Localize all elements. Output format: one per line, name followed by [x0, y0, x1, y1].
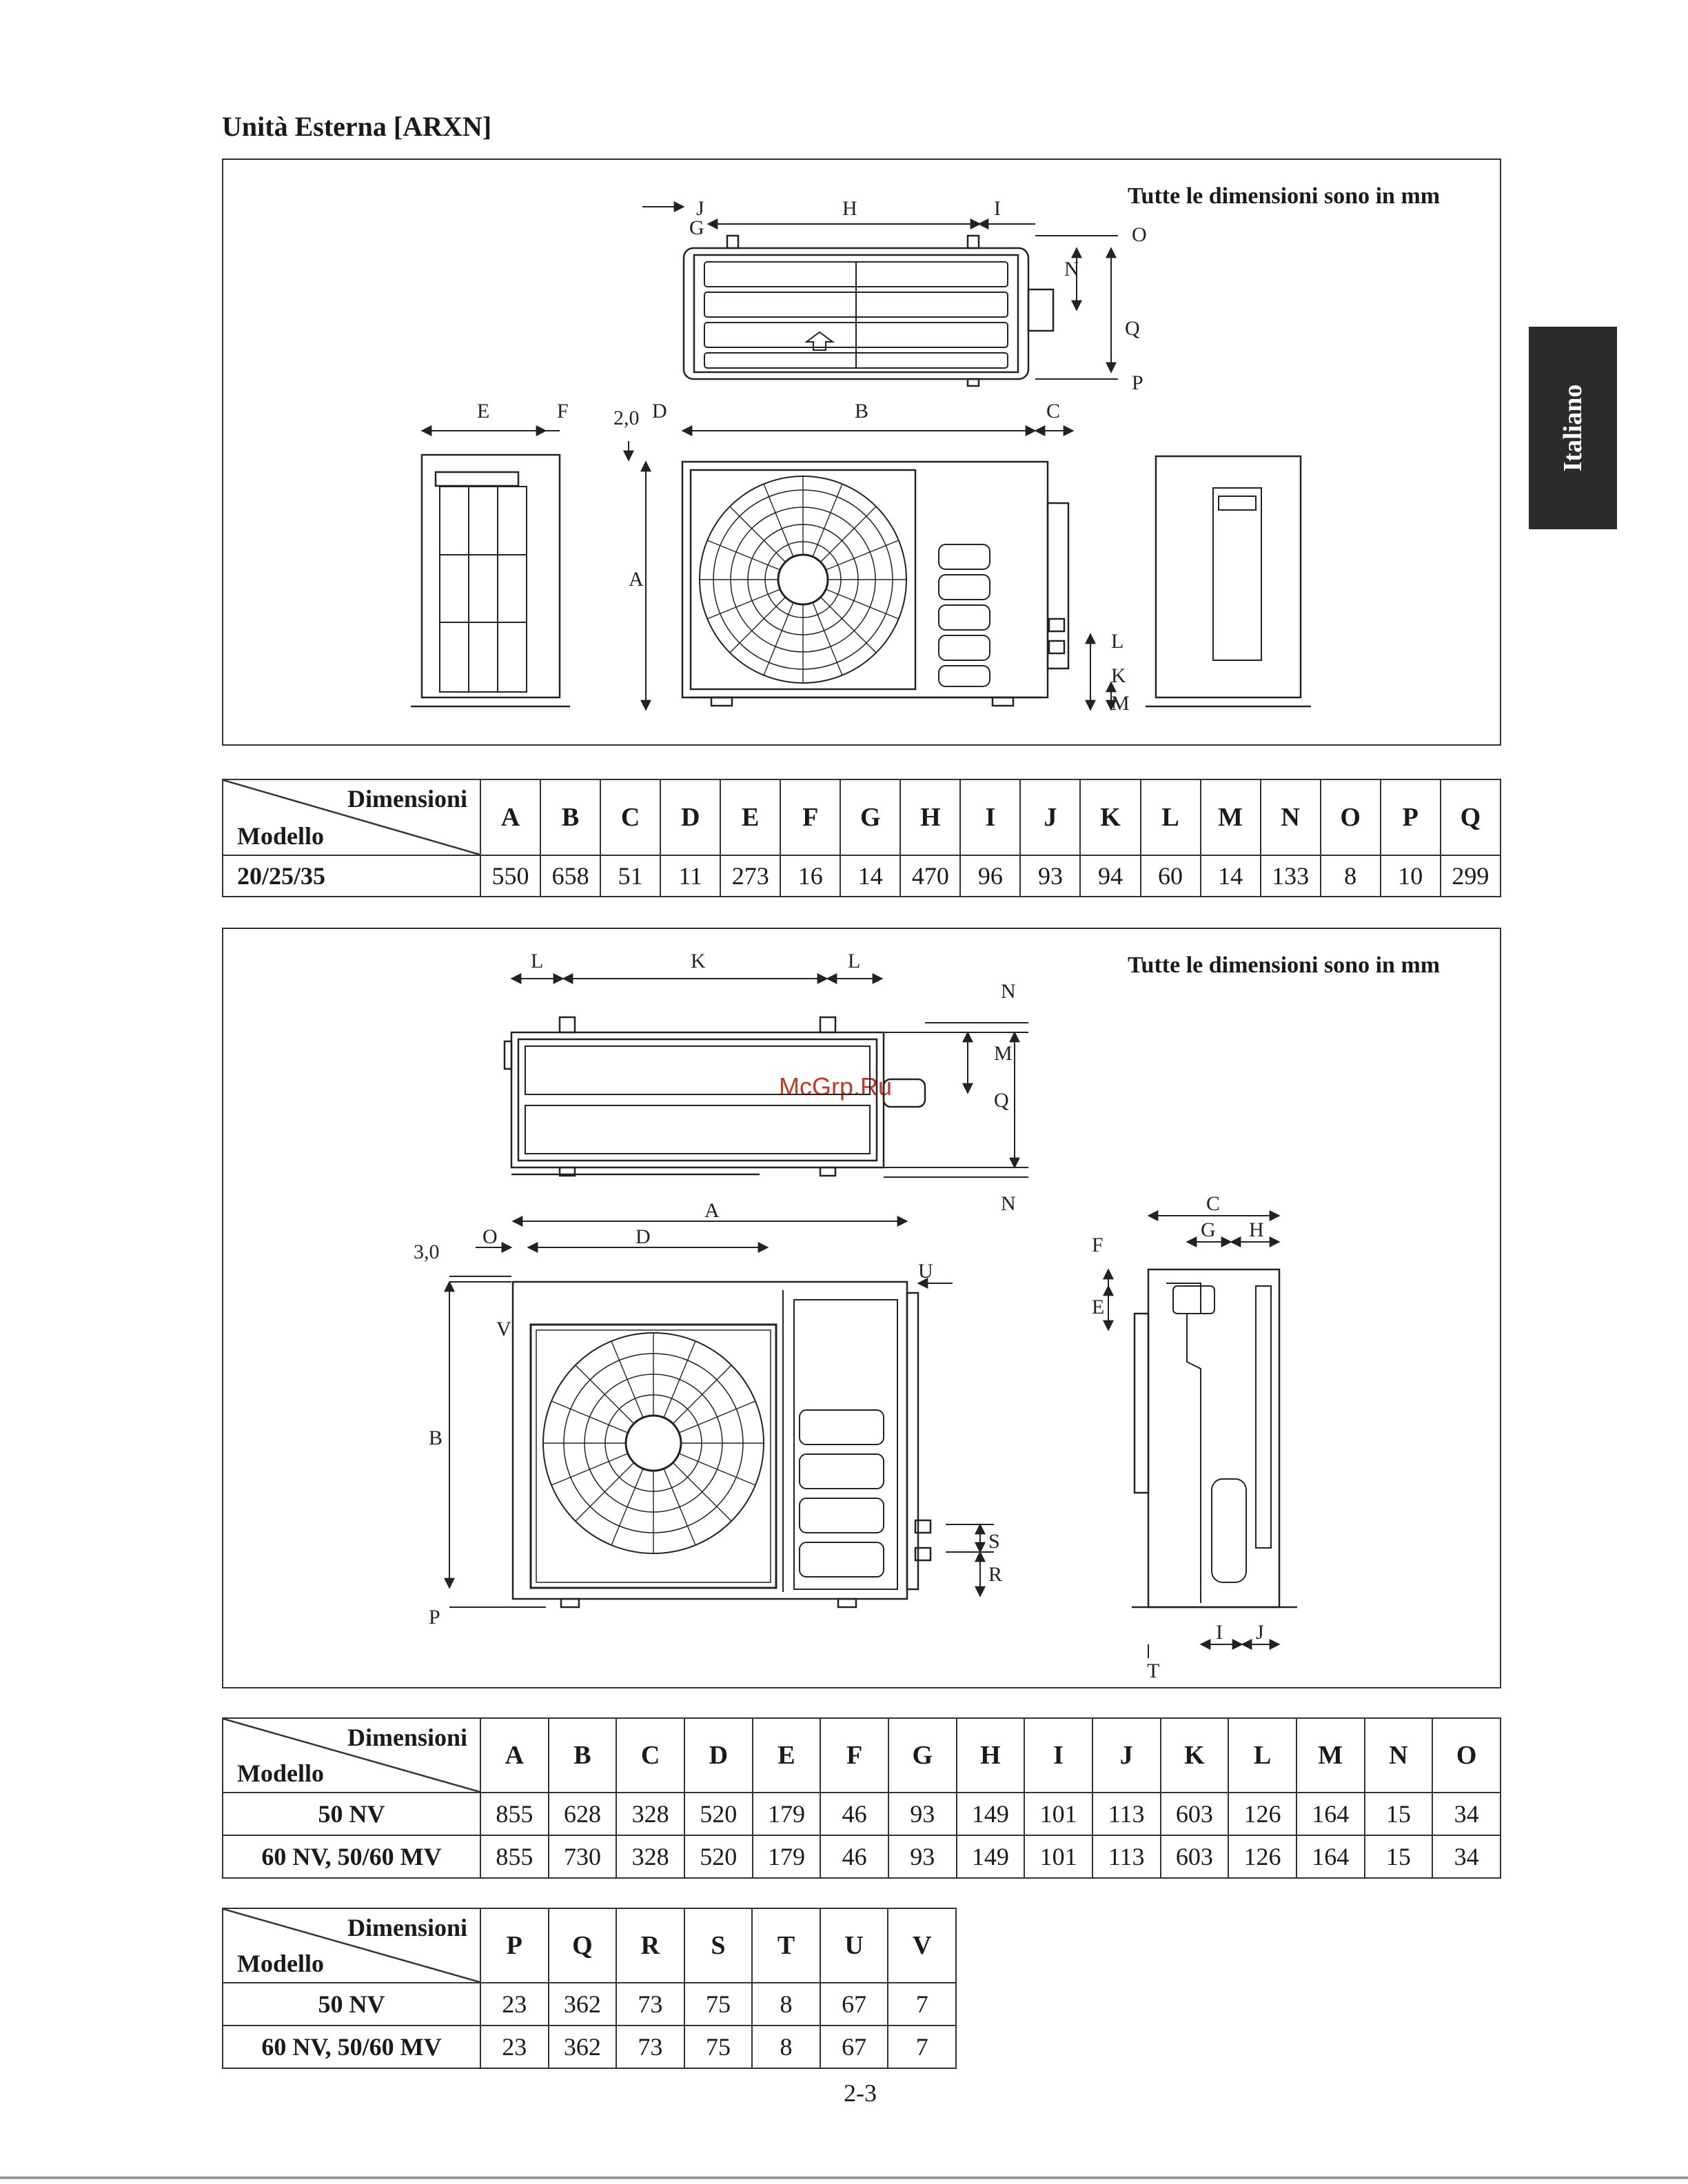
cell: 101 [1024, 1835, 1092, 1878]
col-header: A [480, 779, 540, 855]
col-header: Q [1441, 779, 1501, 855]
d2-label-a: A [704, 1199, 720, 1222]
cell: 520 [684, 1793, 753, 1835]
cell: 93 [888, 1793, 957, 1835]
cell: 93 [888, 1835, 957, 1878]
watermark: McGrp.Ru [779, 1072, 893, 1101]
d2-label-s: S [988, 1530, 1000, 1553]
d2-label-r: R [988, 1563, 1003, 1586]
col-header: J [1092, 1718, 1161, 1793]
d2-label-d: D [635, 1225, 651, 1248]
table-3-header-model: Modello [237, 1950, 324, 1977]
col-header: M [1296, 1718, 1365, 1793]
d2-label-i: I [1216, 1621, 1223, 1644]
d2-label-l-left: L [531, 950, 544, 972]
col-header: D [660, 779, 720, 855]
col-header: H [900, 779, 960, 855]
cell: 11 [660, 855, 720, 897]
d1-label-a: A [629, 568, 644, 591]
col-header: G [840, 779, 900, 855]
d1-label-e: E [477, 400, 490, 422]
d2-label-j: J [1256, 1621, 1264, 1644]
col-header: N [1261, 779, 1321, 855]
cell: 96 [960, 855, 1020, 897]
d2-label-gap: 3,0 [414, 1241, 440, 1263]
cell: 603 [1161, 1793, 1229, 1835]
side2-view-body [1148, 1269, 1279, 1607]
cell: 15 [1365, 1835, 1433, 1878]
d1-label-h: H [842, 197, 857, 220]
d2-label-e: E [1092, 1296, 1105, 1318]
cell: 67 [820, 1983, 888, 2025]
cell: 14 [1201, 855, 1261, 897]
diagram-1-note: Tutte le dimensioni sono in mm [1128, 183, 1441, 209]
d1-label-c: C [1046, 400, 1061, 422]
valve-box [1028, 289, 1053, 331]
language-tab [1529, 327, 1617, 529]
cell: 75 [684, 1983, 753, 2025]
table-row [223, 855, 1501, 897]
d1-label-j: J [696, 197, 704, 220]
cell: 8 [752, 2025, 820, 2068]
table-3-header-row [223, 1908, 956, 1983]
dimensions-table-3 [222, 1908, 957, 2069]
d2-label-m: M [994, 1042, 1013, 1065]
d1-label-l: L [1111, 630, 1124, 653]
col-header: J [1020, 779, 1080, 855]
cell: 179 [753, 1793, 821, 1835]
cell: 113 [1092, 1835, 1161, 1878]
top2-view-body [511, 1032, 884, 1167]
col-header: P [480, 1908, 549, 1983]
cell: 94 [1080, 855, 1140, 897]
col-header: V [888, 1908, 956, 1983]
d2-label-p: P [429, 1606, 440, 1629]
cell: 855 [480, 1835, 549, 1878]
d1-label-q: Q [1125, 317, 1140, 340]
cell: 23 [480, 2025, 549, 2068]
table-2-header-dim: Dimensioni [347, 1724, 467, 1751]
table-1-header-dim: Dimensioni [347, 785, 467, 813]
table-row [223, 1835, 1501, 1878]
table-3-corner [223, 1908, 480, 1983]
d1-label-m: M [1111, 692, 1130, 715]
table-2-corner [223, 1718, 480, 1793]
d2-label-b: B [429, 1427, 443, 1449]
cell: 126 [1228, 1793, 1296, 1835]
cell: 23 [480, 1983, 549, 2025]
row-model: 60 NV, 50/60 MV [223, 2025, 480, 2068]
d2-label-f: F [1092, 1234, 1104, 1256]
row-model: 50 NV [223, 1793, 480, 1835]
cell: 60 [1141, 855, 1201, 897]
row-model: 60 NV, 50/60 MV [223, 1835, 480, 1878]
col-header: R [616, 1908, 684, 1983]
d2-label-o: O [482, 1225, 498, 1248]
col-header: L [1141, 779, 1201, 855]
cell: 299 [1441, 855, 1501, 897]
page-title: Unità Esterna [ARXN] [222, 111, 492, 142]
language-tab-label: Italiano [1558, 384, 1587, 472]
cell: 73 [616, 2025, 684, 2068]
cell: 8 [1321, 855, 1381, 897]
cell: 164 [1296, 1835, 1365, 1878]
front2-view-body [513, 1282, 907, 1599]
dimensions-table-1 [222, 779, 1501, 897]
d1-label-n: N [1064, 258, 1079, 280]
cell: 470 [900, 855, 960, 897]
col-header: K [1080, 779, 1140, 855]
cell: 550 [480, 855, 540, 897]
cell: 362 [549, 1983, 617, 2025]
cell: 93 [1020, 855, 1080, 897]
cell: 10 [1381, 855, 1441, 897]
d2-label-q: Q [994, 1089, 1009, 1112]
cell: 855 [480, 1793, 549, 1835]
col-header: H [957, 1718, 1025, 1793]
col-header: A [480, 1718, 549, 1793]
d2-label-k: K [691, 950, 706, 972]
d1-label-g: G [689, 216, 704, 239]
table-1-header-model: Modello [237, 822, 324, 850]
d2-label-u: U [918, 1260, 933, 1283]
col-header: I [960, 779, 1020, 855]
col-header: E [720, 779, 780, 855]
table-row [223, 1793, 1501, 1835]
d1-label-p: P [1132, 371, 1143, 394]
col-header: U [820, 1908, 888, 1983]
cell: 67 [820, 2025, 888, 2068]
cell: 46 [820, 1835, 888, 1878]
table-row [223, 1983, 956, 2025]
d1-label-b: B [855, 400, 869, 422]
left-view-body [422, 455, 560, 697]
col-header: M [1201, 779, 1261, 855]
d2-label-t: T [1147, 1660, 1160, 1682]
col-header: I [1024, 1718, 1092, 1793]
cell: 113 [1092, 1793, 1161, 1835]
cell: 7 [888, 1983, 956, 2025]
table-1-header-row [223, 779, 1501, 855]
col-header: Q [549, 1908, 617, 1983]
cell: 15 [1365, 1793, 1433, 1835]
cell: 14 [840, 855, 900, 897]
col-header: L [1228, 1718, 1296, 1793]
col-header: C [616, 1718, 684, 1793]
diagram-2-note: Tutte le dimensioni sono in mm [1128, 952, 1441, 978]
col-header: B [540, 779, 600, 855]
table-2-header-model: Modello [237, 1759, 324, 1787]
d1-label-o: O [1132, 223, 1147, 246]
cell: 46 [820, 1793, 888, 1835]
col-header: K [1161, 1718, 1229, 1793]
cell: 101 [1024, 1793, 1092, 1835]
cell: 51 [600, 855, 660, 897]
right-view-body [1156, 456, 1301, 697]
cell: 362 [549, 2025, 617, 2068]
d2-label-v: V [496, 1318, 511, 1340]
col-header: D [684, 1718, 753, 1793]
cell: 730 [549, 1835, 617, 1878]
col-header: T [752, 1908, 820, 1983]
d1-label-gap: 2,0 [613, 407, 640, 429]
col-header: B [549, 1718, 617, 1793]
cell: 34 [1432, 1793, 1501, 1835]
col-header: N [1365, 1718, 1433, 1793]
cell: 8 [752, 1983, 820, 2025]
col-header: G [888, 1718, 957, 1793]
cell: 628 [549, 1793, 617, 1835]
diagram-2-drawing [222, 928, 1501, 1688]
cell: 16 [780, 855, 840, 897]
cell: 34 [1432, 1835, 1501, 1878]
table-2-header-row [223, 1718, 1501, 1793]
col-header: O [1321, 779, 1381, 855]
col-header: C [600, 779, 660, 855]
cell: 7 [888, 2025, 956, 2068]
row-model: 50 NV [223, 1983, 480, 2025]
cell: 658 [540, 855, 600, 897]
table-3-header-dim: Dimensioni [347, 1914, 467, 1941]
cell: 149 [957, 1793, 1025, 1835]
d2-label-h: H [1249, 1218, 1264, 1241]
cell: 328 [616, 1835, 684, 1878]
cell: 75 [684, 2025, 753, 2068]
table-1-corner [223, 779, 480, 855]
cell: 149 [957, 1835, 1025, 1878]
col-header: S [684, 1908, 753, 1983]
cell: 520 [684, 1835, 753, 1878]
d2-label-g: G [1201, 1218, 1216, 1241]
d2-label-n-top: N [1001, 980, 1016, 1003]
d2-label-n-bottom: N [1001, 1192, 1016, 1215]
d2-label-c: C [1206, 1192, 1221, 1215]
cell: 126 [1228, 1835, 1296, 1878]
table-row [223, 2025, 956, 2068]
cell: 328 [616, 1793, 684, 1835]
cell: 273 [720, 855, 780, 897]
d1-label-i: I [994, 197, 1001, 220]
bottom-divider [0, 2176, 1688, 2179]
cell: 179 [753, 1835, 821, 1878]
cell: 73 [616, 1983, 684, 2025]
page-number: 2-3 [844, 2079, 877, 2107]
cell: 133 [1261, 855, 1321, 897]
cell: 603 [1161, 1835, 1229, 1878]
d1-label-k: K [1111, 664, 1126, 687]
col-header: F [820, 1718, 888, 1793]
col-header: F [780, 779, 840, 855]
d1-label-d: D [652, 400, 667, 422]
cell: 164 [1296, 1793, 1365, 1835]
col-header: P [1381, 779, 1441, 855]
d2-label-l-right: L [848, 950, 861, 972]
col-header: E [753, 1718, 821, 1793]
diagram-1-drawing [222, 159, 1501, 746]
dimensions-table-2 [222, 1717, 1501, 1879]
col-header: O [1432, 1718, 1501, 1793]
row-model: 20/25/35 [223, 855, 480, 897]
d1-label-f: F [557, 400, 569, 422]
